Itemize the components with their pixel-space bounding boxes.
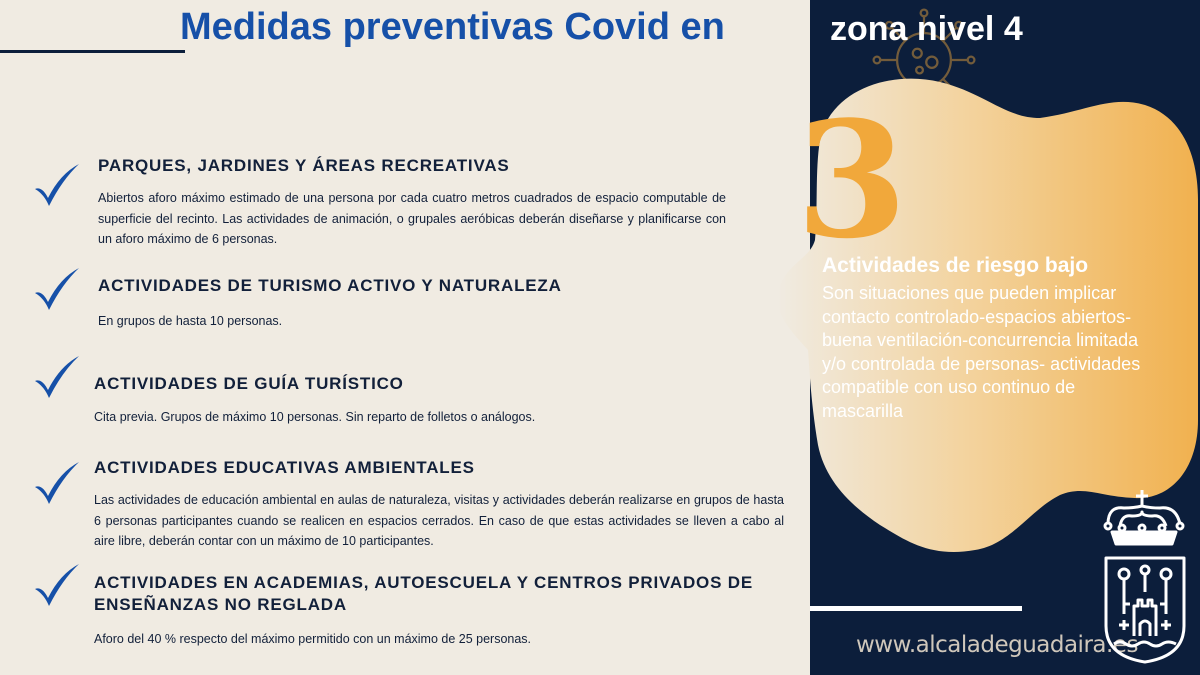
section-body: Las actividades de educación ambiental en aulas de naturaleza, visitas y actividades deberán realizarse en grupos de hasta 6 personas participantes cuando se realicen en espacios cerrados. En caso de que estas actividades se lleven a cabo al aire libre, deberán contar con un máximo de 10 participantes.	[94, 493, 784, 548]
footer-divider	[810, 606, 1022, 611]
page-title-level: zona nivel 4	[830, 10, 1023, 48]
section-title: ACTIVIDADES EDUCATIVAS AMBIENTALES	[94, 458, 475, 477]
check-icon	[32, 460, 82, 506]
section-body: Abiertos aforo máximo estimado de una persona por cada cuatro metros cuadrados de espacio computable de superficie del recinto. Las actividades de animación, o grupales aeróbicas deberán diseñarse y planificarse con un aforo máximo de 6 personas.	[98, 191, 726, 246]
page-title: Medidas preventivas Covid en	[180, 6, 725, 48]
check-icon	[32, 266, 82, 312]
risk-description: Son situaciones que pueden implicar contacto controlado-espacios abiertos- buena ventilación-concurrencia limitada y/o controlada de personas- actividades compatible con uso continuo de mascarilla	[822, 283, 1141, 421]
check-icon	[32, 354, 82, 400]
section-body: Cita previa. Grupos de máximo 10 personas. Sin reparto de folletos o análogos.	[94, 410, 536, 424]
section-title: ACTIVIDADES DE GUÍA TURÍSTICO	[94, 374, 404, 393]
check-icon	[32, 162, 82, 208]
check-icon	[32, 562, 82, 608]
section-body: En grupos de hasta 10 personas.	[98, 314, 283, 328]
section-title: ACTIVIDADES EN ACADEMIAS, AUTOESCUELA Y CENTROS PRIVADOS DE ENSEÑANZAS NO REGLADA	[94, 573, 753, 614]
section-title: ACTIVIDADES DE TURISMO ACTIVO Y NATURALEZA	[98, 276, 562, 295]
section-body: Aforo del 40 % respecto del máximo permitido con un máximo de 25 personas.	[94, 632, 532, 646]
risk-title: Actividades de riesgo bajo	[822, 254, 1089, 277]
section-title: PARQUES, JARDINES Y ÁREAS RECREATIVAS	[98, 156, 510, 175]
risk-number: 3	[796, 86, 908, 274]
coat-of-arms	[1100, 486, 1196, 666]
website-link[interactable]: www.alcaladeguadaira.es	[856, 632, 1138, 658]
title-divider	[0, 50, 185, 53]
